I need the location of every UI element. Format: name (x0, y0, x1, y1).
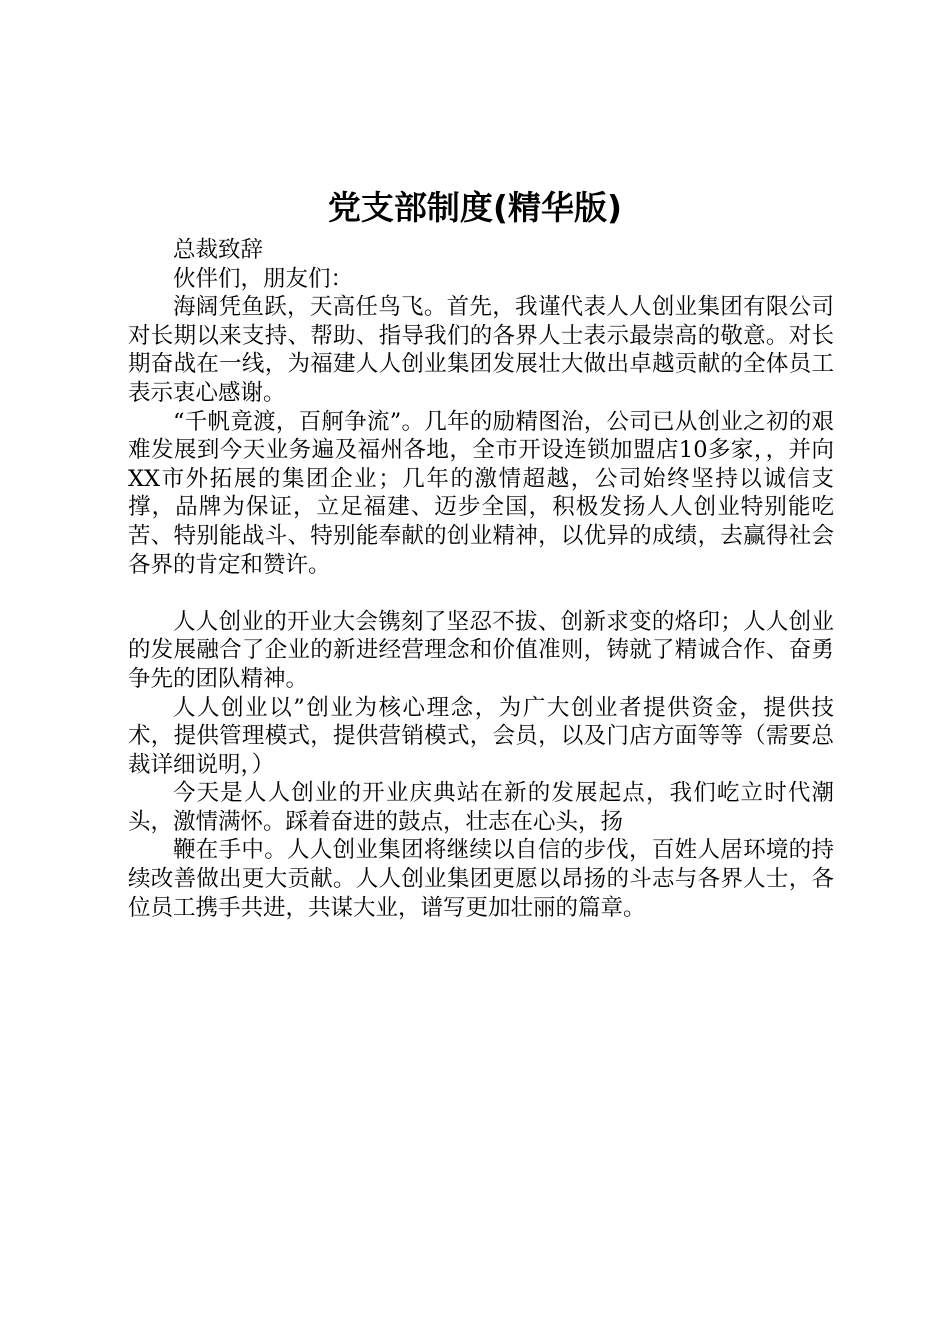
paragraph: 今天是人人创业的开业庆典站在新的发展起点，我们屹立时代潮头，激情满怀。踩着奋进的鼓点，壮志在心头，扬 (128, 780, 834, 835)
paragraph: 人人创业的开业大会镌刻了坚忍不拔、创新求变的烙印；人人创业的发展融合了企业的新进经营理念和价值准则，铸就了精诚合作、奋勇争先的团队精神。 (128, 608, 834, 692)
paragraph: 鞭在手中。人人创业集团将继续以自信的步伐，百姓人居环境的持续改善做出更大贡献。人人创业集团更愿以昂扬的斗志与各界人士，各位员工携手共进，共谋大业，谱写更加壮丽的篇章。 (128, 837, 834, 921)
paragraph: “千帆竟渡，百舸争流”。几年的励精图治，公司已从创业之初的艰难发展到今天业务遍及福州各地，全市开设连锁加盟店10多家，，并向XX市外拓展的集团企业；几年的激情超越，公司始终坚持以诚信支撑，品牌为保证，立足福建、迈步全国，积极发扬人人创业特别能吃苦、特别能战斗、特别能奉献的创业精神，以优异的成绩，去赢得社会各界的肯定和赞许。 (128, 408, 834, 578)
document-title: 党支部制度(精华版) (327, 188, 623, 227)
paragraph: 海阔凭鱼跃，天高任鸟飞。首先，我谨代表人人创业集团有限公司对长期以来支持、帮助、指导我们的各界人士表示最崇高的敬意。对长期奋战在一线，为福建人人创业集团发展壮大做出卓越贡献的全体员工表示衷心感谢。 (128, 294, 834, 406)
paragraph: 人人创业以”创业为核心理念，为广大创业者提供资金，提供技术，提供管理模式，提供营销模式，会员，以及门店方面等等（需要总裁详细说明，） (128, 694, 834, 778)
paragraph-salutation: 伙伴们，朋友们： (173, 265, 354, 292)
paragraph-heading: 总裁致辞 (173, 237, 264, 263)
document-body (128, 236, 834, 922)
